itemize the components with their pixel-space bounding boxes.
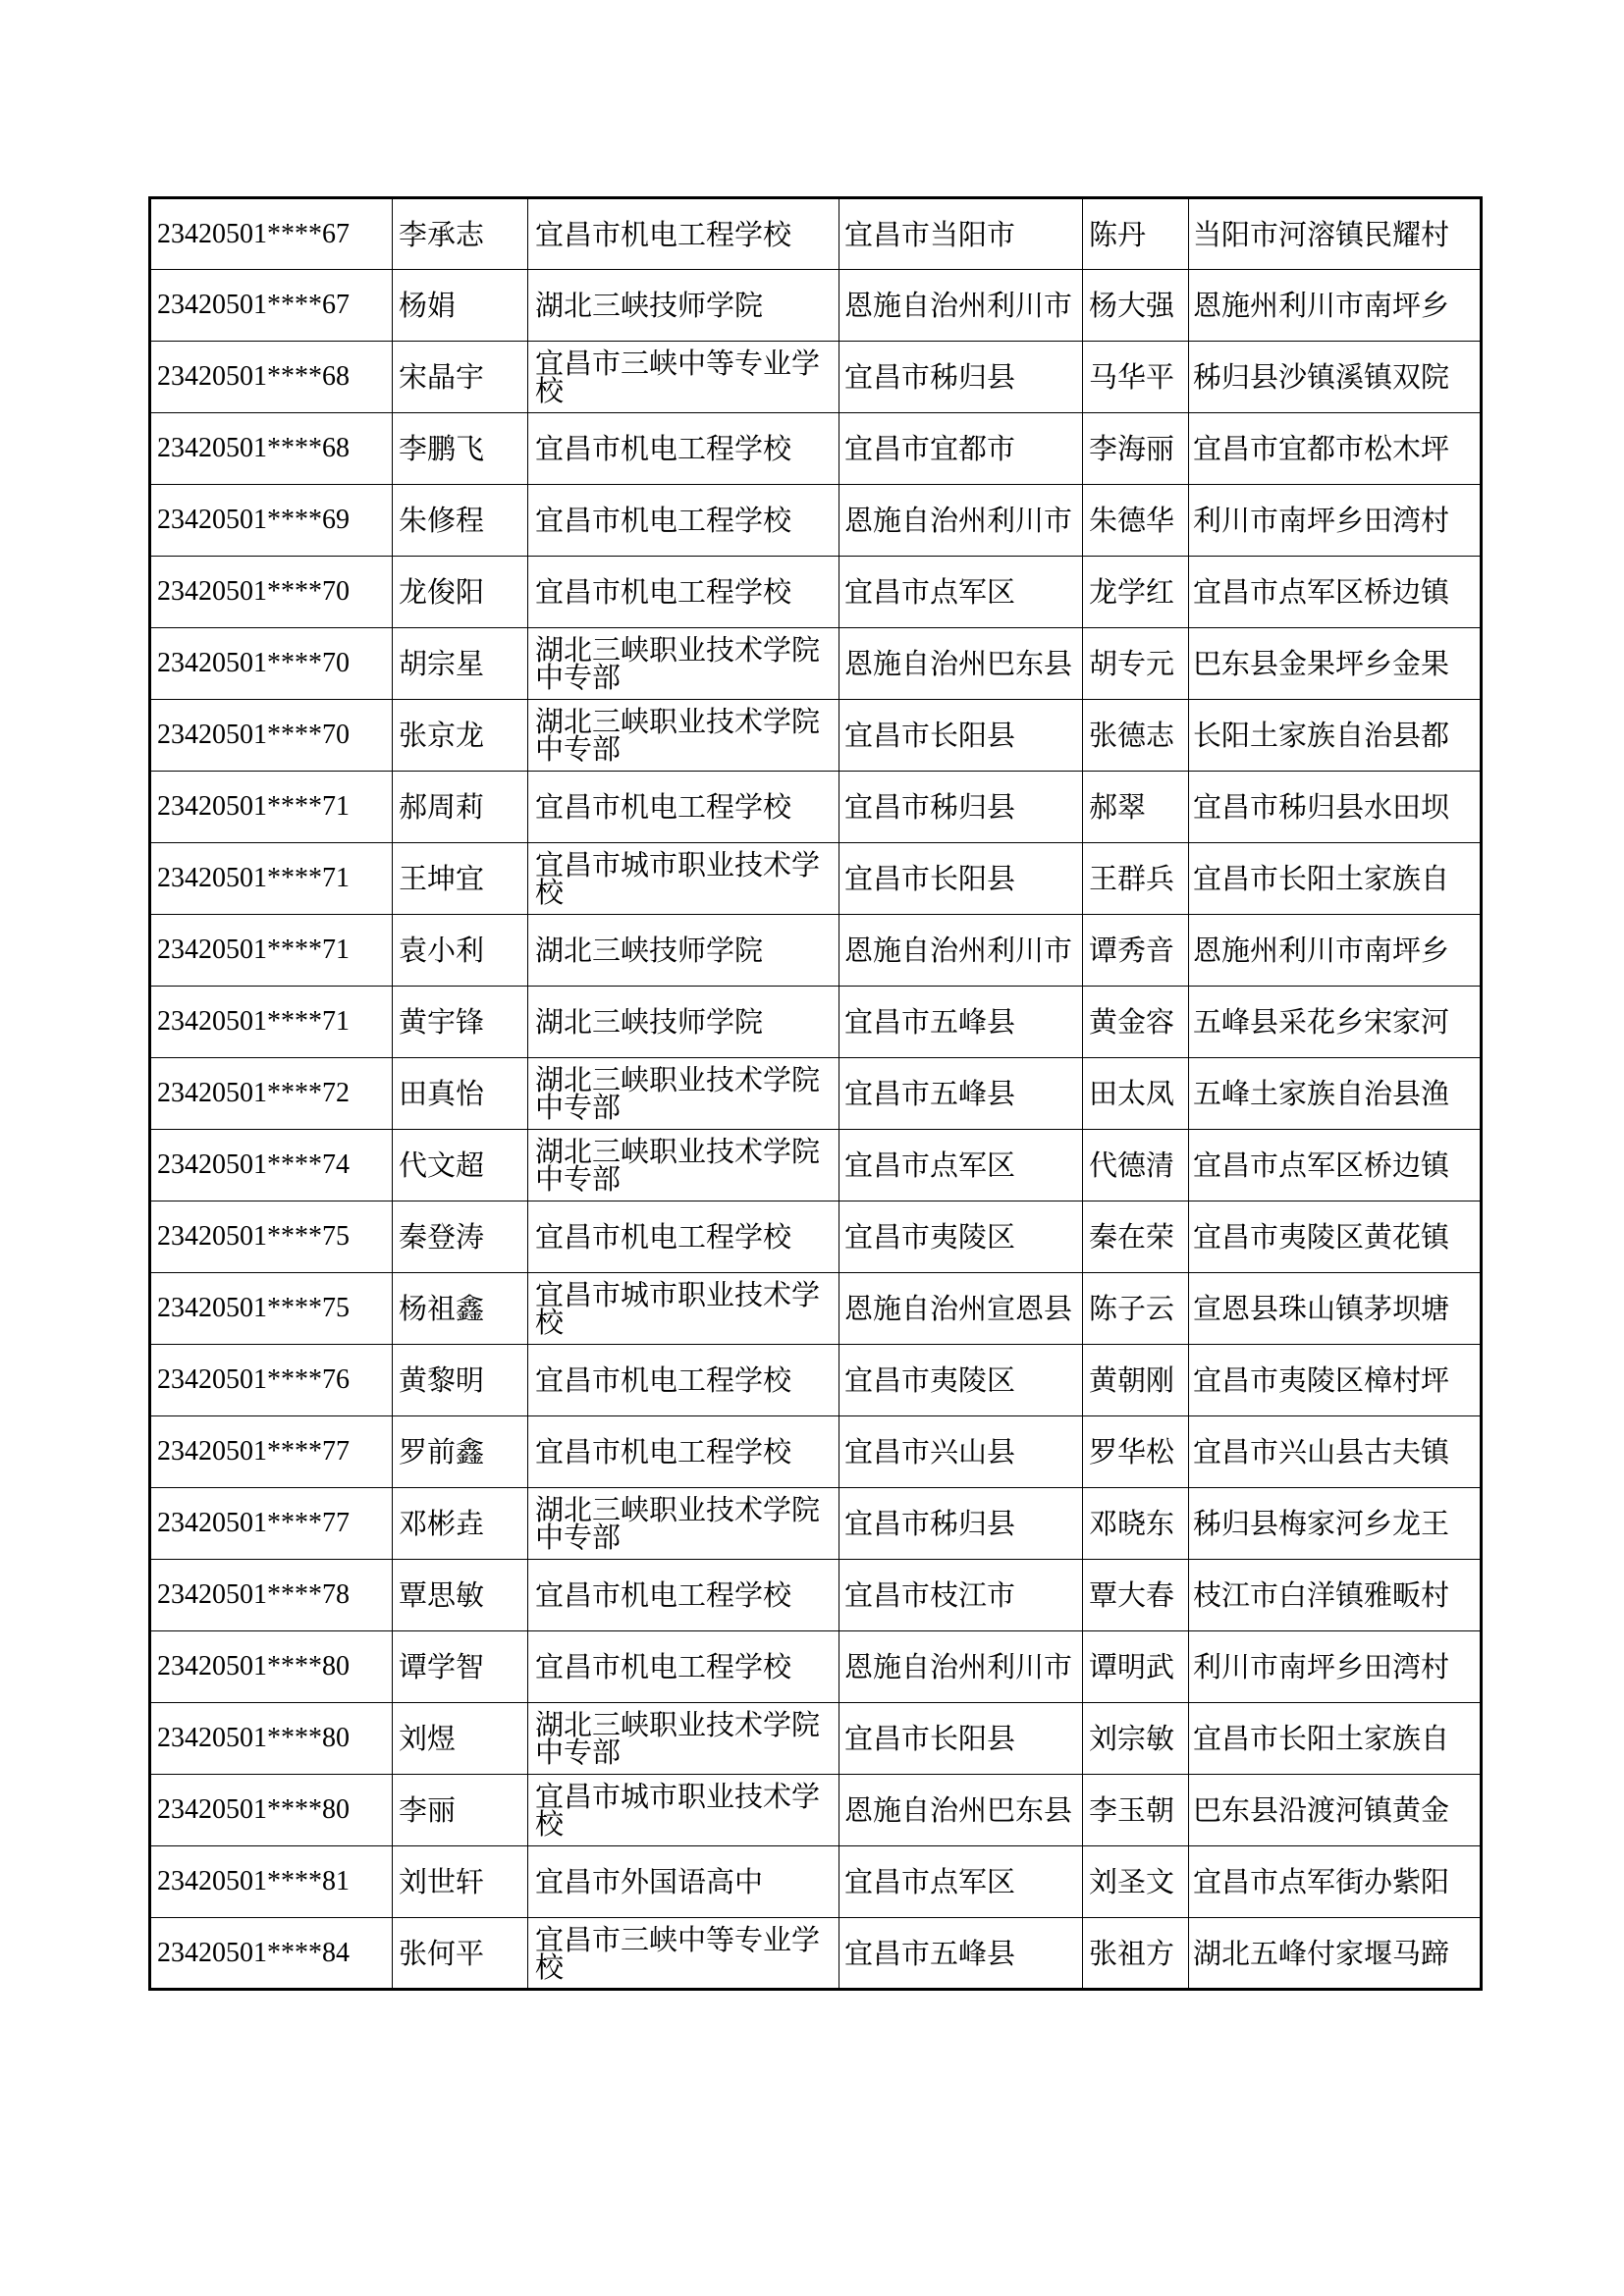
- region-cell: 宜昌市枝江市: [839, 1560, 1083, 1631]
- student-id-cell: 23420501****67: [150, 270, 393, 342]
- guardian-name-cell: 覃大春: [1083, 1560, 1189, 1631]
- school-cell: 宜昌市机电工程学校: [528, 1416, 839, 1488]
- address-cell: 宜昌市长阳土家族自: [1189, 843, 1482, 915]
- address-cell: 宜昌市点军区桥边镇: [1189, 557, 1482, 628]
- table-row: [150, 1130, 1482, 1201]
- school-cell: 宜昌市机电工程学校: [528, 1345, 839, 1416]
- address-cell: 宜昌市秭归县水田坝: [1189, 772, 1482, 843]
- region-cell: 宜昌市夷陵区: [839, 1345, 1083, 1416]
- student-id-cell: 23420501****80: [150, 1631, 393, 1703]
- address-cell: 巴东县沿渡河镇黄金: [1189, 1775, 1482, 1846]
- table-body: [150, 198, 1482, 1990]
- student-id-cell: 23420501****77: [150, 1488, 393, 1560]
- student-name-cell: 田真怡: [393, 1058, 528, 1130]
- school-cell: 宜昌市城市职业技术学校: [528, 843, 839, 915]
- table-row: [150, 1918, 1482, 1990]
- region-cell: 宜昌市五峰县: [839, 1918, 1083, 1990]
- guardian-name-cell: 田太凤: [1083, 1058, 1189, 1130]
- region-cell: 宜昌市夷陵区: [839, 1201, 1083, 1273]
- school-cell: 宜昌市外国语高中: [528, 1846, 839, 1918]
- guardian-name-cell: 罗华松: [1083, 1416, 1189, 1488]
- school-cell: 宜昌市机电工程学校: [528, 1631, 839, 1703]
- school-cell: 宜昌市机电工程学校: [528, 557, 839, 628]
- table-row: [150, 198, 1482, 270]
- guardian-name-cell: 陈子云: [1083, 1273, 1189, 1345]
- guardian-name-cell: 朱德华: [1083, 485, 1189, 557]
- table-row: [150, 1416, 1482, 1488]
- student-name-cell: 朱修程: [393, 485, 528, 557]
- guardian-name-cell: 刘圣文: [1083, 1846, 1189, 1918]
- address-cell: 宜昌市宜都市松木坪: [1189, 413, 1482, 485]
- student-id-cell: 23420501****71: [150, 915, 393, 987]
- address-cell: 长阳土家族自治县都: [1189, 700, 1482, 772]
- student-name-cell: 刘世轩: [393, 1846, 528, 1918]
- student-list-table: [148, 196, 1483, 1991]
- student-id-cell: 23420501****81: [150, 1846, 393, 1918]
- region-cell: 恩施自治州利川市: [839, 270, 1083, 342]
- student-id-cell: 23420501****71: [150, 772, 393, 843]
- region-cell: 宜昌市秭归县: [839, 1488, 1083, 1560]
- student-name-cell: 刘煜: [393, 1703, 528, 1775]
- student-name-cell: 覃思敏: [393, 1560, 528, 1631]
- address-cell: 五峰县采花乡宋家河: [1189, 987, 1482, 1058]
- student-id-cell: 23420501****75: [150, 1201, 393, 1273]
- school-cell: 湖北三峡技师学院: [528, 270, 839, 342]
- school-cell: 宜昌市三峡中等专业学校: [528, 1918, 839, 1990]
- guardian-name-cell: 王群兵: [1083, 843, 1189, 915]
- student-name-cell: 王坤宜: [393, 843, 528, 915]
- guardian-name-cell: 李海丽: [1083, 413, 1189, 485]
- address-cell: 巴东县金果坪乡金果: [1189, 628, 1482, 700]
- guardian-name-cell: 李玉朝: [1083, 1775, 1189, 1846]
- school-cell: 宜昌市城市职业技术学校: [528, 1273, 839, 1345]
- table-row: [150, 342, 1482, 413]
- student-name-cell: 李鹏飞: [393, 413, 528, 485]
- table-row: [150, 772, 1482, 843]
- student-id-cell: 23420501****70: [150, 557, 393, 628]
- guardian-name-cell: 胡专元: [1083, 628, 1189, 700]
- address-cell: 利川市南坪乡田湾村: [1189, 1631, 1482, 1703]
- student-id-cell: 23420501****68: [150, 413, 393, 485]
- address-cell: 宜昌市夷陵区黄花镇: [1189, 1201, 1482, 1273]
- address-cell: 宜昌市夷陵区樟村坪: [1189, 1345, 1482, 1416]
- region-cell: 宜昌市点军区: [839, 1846, 1083, 1918]
- table-row: [150, 987, 1482, 1058]
- region-cell: 恩施自治州巴东县: [839, 628, 1083, 700]
- school-cell: 宜昌市机电工程学校: [528, 1201, 839, 1273]
- address-cell: 宜昌市兴山县古夫镇: [1189, 1416, 1482, 1488]
- school-cell: 宜昌市机电工程学校: [528, 413, 839, 485]
- address-cell: 当阳市河溶镇民耀村: [1189, 198, 1482, 270]
- table-row: [150, 1846, 1482, 1918]
- student-id-cell: 23420501****76: [150, 1345, 393, 1416]
- school-cell: 湖北三峡职业技术学院中专部: [528, 628, 839, 700]
- table-row: [150, 270, 1482, 342]
- region-cell: 宜昌市长阳县: [839, 1703, 1083, 1775]
- address-cell: 宣恩县珠山镇茅坝塘: [1189, 1273, 1482, 1345]
- student-name-cell: 郝周莉: [393, 772, 528, 843]
- student-name-cell: 杨娟: [393, 270, 528, 342]
- address-cell: 湖北五峰付家堰马蹄: [1189, 1918, 1482, 1990]
- region-cell: 宜昌市长阳县: [839, 700, 1083, 772]
- school-cell: 湖北三峡技师学院: [528, 987, 839, 1058]
- guardian-name-cell: 刘宗敏: [1083, 1703, 1189, 1775]
- school-cell: 湖北三峡职业技术学院中专部: [528, 1130, 839, 1201]
- guardian-name-cell: 黄朝刚: [1083, 1345, 1189, 1416]
- address-cell: 宜昌市点军街办紫阳: [1189, 1846, 1482, 1918]
- table-row: [150, 1703, 1482, 1775]
- school-cell: 宜昌市城市职业技术学校: [528, 1775, 839, 1846]
- region-cell: 恩施自治州宣恩县: [839, 1273, 1083, 1345]
- region-cell: 宜昌市宜都市: [839, 413, 1083, 485]
- address-cell: 枝江市白洋镇雅畈村: [1189, 1560, 1482, 1631]
- region-cell: 宜昌市五峰县: [839, 1058, 1083, 1130]
- table-row: [150, 915, 1482, 987]
- table-row: [150, 413, 1482, 485]
- table-row: [150, 1345, 1482, 1416]
- table-row: [150, 557, 1482, 628]
- school-cell: 湖北三峡职业技术学院中专部: [528, 1488, 839, 1560]
- student-id-cell: 23420501****70: [150, 700, 393, 772]
- school-cell: 湖北三峡职业技术学院中专部: [528, 1703, 839, 1775]
- guardian-name-cell: 谭明武: [1083, 1631, 1189, 1703]
- guardian-name-cell: 谭秀音: [1083, 915, 1189, 987]
- guardian-name-cell: 龙学红: [1083, 557, 1189, 628]
- student-id-cell: 23420501****71: [150, 987, 393, 1058]
- region-cell: 宜昌市长阳县: [839, 843, 1083, 915]
- table-row: [150, 628, 1482, 700]
- student-name-cell: 龙俊阳: [393, 557, 528, 628]
- table-row: [150, 1560, 1482, 1631]
- student-id-cell: 23420501****77: [150, 1416, 393, 1488]
- table-row: [150, 1775, 1482, 1846]
- region-cell: 宜昌市秭归县: [839, 342, 1083, 413]
- student-name-cell: 宋晶宇: [393, 342, 528, 413]
- guardian-name-cell: 秦在荣: [1083, 1201, 1189, 1273]
- region-cell: 宜昌市点军区: [839, 557, 1083, 628]
- table-row: [150, 485, 1482, 557]
- region-cell: 宜昌市秭归县: [839, 772, 1083, 843]
- guardian-name-cell: 杨大强: [1083, 270, 1189, 342]
- region-cell: 恩施自治州巴东县: [839, 1775, 1083, 1846]
- school-cell: 湖北三峡职业技术学院中专部: [528, 1058, 839, 1130]
- address-cell: 恩施州利川市南坪乡: [1189, 915, 1482, 987]
- guardian-name-cell: 郝翠: [1083, 772, 1189, 843]
- student-name-cell: 黄黎明: [393, 1345, 528, 1416]
- student-name-cell: 李承志: [393, 198, 528, 270]
- guardian-name-cell: 陈丹: [1083, 198, 1189, 270]
- region-cell: 恩施自治州利川市: [839, 915, 1083, 987]
- guardian-name-cell: 马华平: [1083, 342, 1189, 413]
- student-id-cell: 23420501****75: [150, 1273, 393, 1345]
- guardian-name-cell: 黄金容: [1083, 987, 1189, 1058]
- student-name-cell: 谭学智: [393, 1631, 528, 1703]
- school-cell: 宜昌市三峡中等专业学校: [528, 342, 839, 413]
- student-name-cell: 张何平: [393, 1918, 528, 1990]
- student-id-cell: 23420501****69: [150, 485, 393, 557]
- student-name-cell: 张京龙: [393, 700, 528, 772]
- student-name-cell: 代文超: [393, 1130, 528, 1201]
- region-cell: 宜昌市点军区: [839, 1130, 1083, 1201]
- address-cell: 恩施州利川市南坪乡: [1189, 270, 1482, 342]
- table-row: [150, 1631, 1482, 1703]
- school-cell: 湖北三峡职业技术学院中专部: [528, 700, 839, 772]
- region-cell: 恩施自治州利川市: [839, 1631, 1083, 1703]
- guardian-name-cell: 邓晓东: [1083, 1488, 1189, 1560]
- table-row: [150, 700, 1482, 772]
- table-row: [150, 843, 1482, 915]
- guardian-name-cell: 代德清: [1083, 1130, 1189, 1201]
- address-cell: 秭归县梅家河乡龙王: [1189, 1488, 1482, 1560]
- address-cell: 五峰土家族自治县渔: [1189, 1058, 1482, 1130]
- address-cell: 宜昌市长阳土家族自: [1189, 1703, 1482, 1775]
- address-cell: 宜昌市点军区桥边镇: [1189, 1130, 1482, 1201]
- region-cell: 宜昌市当阳市: [839, 198, 1083, 270]
- student-name-cell: 胡宗星: [393, 628, 528, 700]
- address-cell: 秭归县沙镇溪镇双院: [1189, 342, 1482, 413]
- student-id-cell: 23420501****84: [150, 1918, 393, 1990]
- student-name-cell: 杨祖鑫: [393, 1273, 528, 1345]
- student-id-cell: 23420501****80: [150, 1775, 393, 1846]
- student-name-cell: 罗前鑫: [393, 1416, 528, 1488]
- region-cell: 恩施自治州利川市: [839, 485, 1083, 557]
- student-id-cell: 23420501****71: [150, 843, 393, 915]
- student-name-cell: 黄宇锋: [393, 987, 528, 1058]
- student-id-cell: 23420501****74: [150, 1130, 393, 1201]
- student-id-cell: 23420501****67: [150, 198, 393, 270]
- student-id-cell: 23420501****70: [150, 628, 393, 700]
- student-id-cell: 23420501****68: [150, 342, 393, 413]
- table-row: [150, 1273, 1482, 1345]
- guardian-name-cell: 张德志: [1083, 700, 1189, 772]
- school-cell: 宜昌市机电工程学校: [528, 485, 839, 557]
- table-row: [150, 1201, 1482, 1273]
- table-row: [150, 1488, 1482, 1560]
- address-cell: 利川市南坪乡田湾村: [1189, 485, 1482, 557]
- school-cell: 宜昌市机电工程学校: [528, 1560, 839, 1631]
- student-id-cell: 23420501****72: [150, 1058, 393, 1130]
- region-cell: 宜昌市五峰县: [839, 987, 1083, 1058]
- student-id-cell: 23420501****78: [150, 1560, 393, 1631]
- school-cell: 宜昌市机电工程学校: [528, 198, 839, 270]
- school-cell: 宜昌市机电工程学校: [528, 772, 839, 843]
- student-name-cell: 邓彬垚: [393, 1488, 528, 1560]
- table-row: [150, 1058, 1482, 1130]
- region-cell: 宜昌市兴山县: [839, 1416, 1083, 1488]
- student-name-cell: 李丽: [393, 1775, 528, 1846]
- student-name-cell: 袁小利: [393, 915, 528, 987]
- student-name-cell: 秦登涛: [393, 1201, 528, 1273]
- school-cell: 湖北三峡技师学院: [528, 915, 839, 987]
- student-id-cell: 23420501****80: [150, 1703, 393, 1775]
- guardian-name-cell: 张祖方: [1083, 1918, 1189, 1990]
